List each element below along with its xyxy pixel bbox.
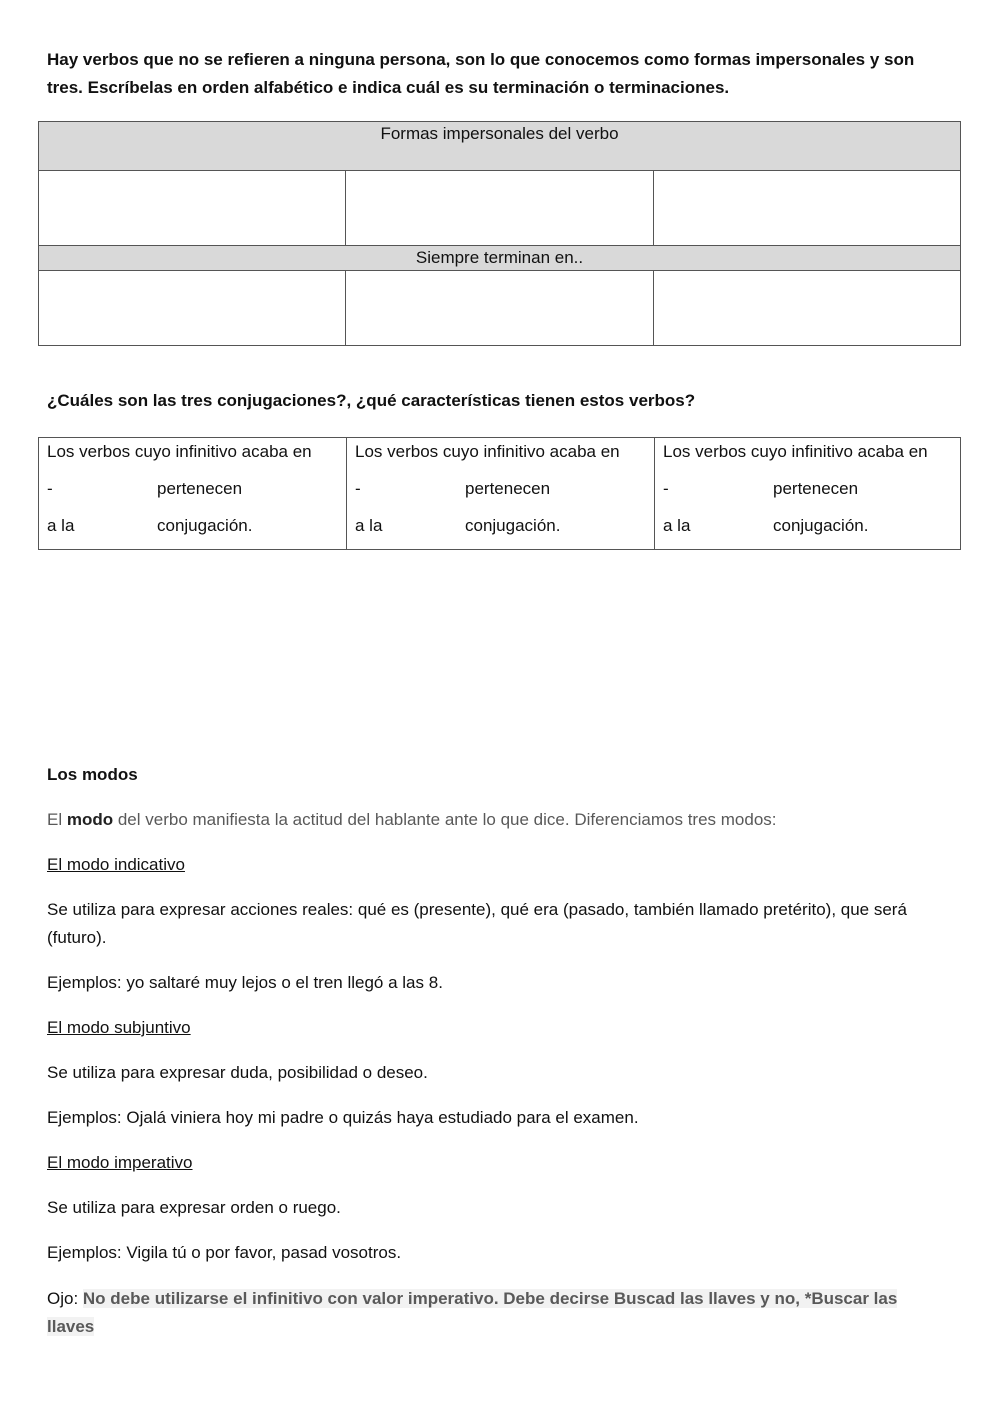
indicativo-title: El modo indicativo	[47, 855, 185, 874]
cell-line-2: - pertenecen	[663, 479, 859, 498]
cell-line-2: - pertenecen	[47, 479, 243, 498]
indicativo-description: Se utiliza para expresar acciones reales: qué es (presente), qué era (pasado, también llamado pretérito), que será (futuro).	[47, 900, 907, 947]
impersonal-forms-header: Formas impersonales del verbo	[39, 122, 961, 171]
imperativo-examples: Ejemplos: Vigila tú o por favor, pasad vosotros.	[47, 1243, 402, 1262]
impersonal-forms-table	[38, 121, 961, 346]
subjuntivo-examples: Ejemplos: Ojalá viniera hoy mi padre o quizás haya estudiado para el examen.	[47, 1108, 639, 1127]
subjuntivo-description: Se utiliza para expresar duda, posibilidad o deseo.	[47, 1063, 428, 1082]
ojo-note: Ojo: No debe utilizarse el infinitivo con valor imperativo. Debe decirse Buscad las llaves y no, *Buscar las llaves	[47, 1289, 898, 1336]
conjugations-table	[38, 437, 961, 550]
imperativo-title: El modo imperativo	[47, 1153, 193, 1172]
ending-answer-cell[interactable]	[39, 271, 346, 346]
intro-paragraph: Hay verbos que no se refieren a ninguna persona, son lo que conocemos como formas impersonales y son tres. Escríbelas en orden alfabético e indica cuál es su terminación o terminaciones.	[47, 50, 915, 97]
cell-line-3: a la conjugación.	[663, 516, 869, 535]
ending-answer-cell[interactable]	[346, 271, 653, 346]
conjugation-cell[interactable]	[347, 438, 655, 550]
conjugation-cell[interactable]	[39, 438, 347, 550]
subjuntivo-title: El modo subjuntivo	[47, 1018, 191, 1037]
endings-subheader: Siempre terminan en..	[39, 246, 961, 271]
modos-title: Los modos	[47, 765, 138, 784]
cell-line-1: Los verbos cuyo infinitivo acaba en	[355, 442, 620, 461]
imperativo-description: Se utiliza para expresar orden o ruego.	[47, 1198, 341, 1217]
cell-line-1: Los verbos cuyo infinitivo acaba en	[47, 442, 312, 461]
conjugation-cell[interactable]	[655, 438, 961, 550]
ending-answer-cell[interactable]	[653, 271, 960, 346]
answer-cell[interactable]	[653, 171, 960, 246]
cell-line-3: a la conjugación.	[47, 516, 253, 535]
answer-cell[interactable]	[346, 171, 653, 246]
cell-line-1: Los verbos cuyo infinitivo acaba en	[663, 442, 928, 461]
cell-line-2: - pertenecen	[355, 479, 551, 498]
modos-intro: El modo del verbo manifiesta la actitud del hablante ante lo que dice. Diferenciamos tres modos:	[47, 810, 777, 829]
indicativo-examples: Ejemplos: yo saltaré muy lejos o el tren llegó a las 8.	[47, 973, 443, 992]
answer-cell[interactable]	[39, 171, 346, 246]
cell-line-3: a la conjugación.	[355, 516, 561, 535]
conjugations-question: ¿Cuáles son las tres conjugaciones?, ¿qué características tienen estos verbos?	[47, 391, 696, 410]
